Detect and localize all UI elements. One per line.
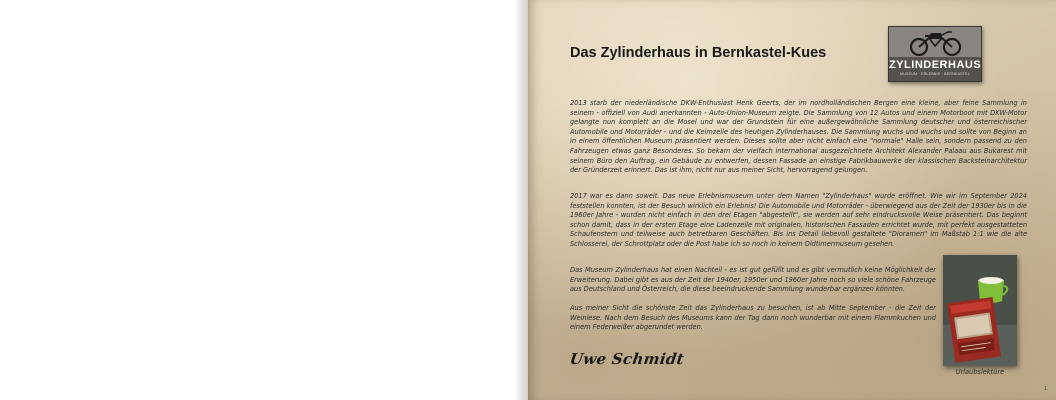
vacation-reading-photo	[943, 255, 1017, 366]
document-page	[528, 0, 1056, 400]
blank-left-page	[0, 0, 522, 400]
photo-caption: Urlaubslektüre	[955, 368, 1005, 376]
paragraph-opening: 2017 war es dann soweit. Das neue Erlebnismuseum unter dem Namen "Zylinderhaus" wurde eröffnet. Wie wir im September 2024 feststellen konnten, ist der Besuch wirklich ein Erlebnis! Die Automobile und Motorräder - überwiegend aus der Zeit der 1930er bis in die 1960er Jahre - wurden nicht einfach in den drei Etagen "abgestellt", sie werden auf sehr eindrucksvolle Weise präsentiert. Das beginnt schon damit, dass in der ersten Etage eine Ladenzeile mit originalen, historischen Fassaden errichtet wurde, mit perfekt ausgestatteten Schaufenstern und teilweise auch betretbaren Geschäften. Bis ins Detail liebevoll gestaltete "Dioramen" im Maßstab 1:1 wie die alte Schlosserei, der Schrottplatz oder die Post habe ich so noch in keinem Oldtimermuseum gesehen.	[570, 192, 1027, 248]
logo-wordmark: ZYLINDERHAUS	[889, 59, 982, 71]
page-title: Das Zylinderhaus in Bernkastel-Kues	[570, 45, 827, 61]
logo-subline: MUSEUM · ERLEBNIS · BERNKASTEL	[900, 72, 970, 76]
paragraph-best-time: Aus meiner Sicht die schönste Zeit das Zylinderhaus zu besuchen, ist ab Mitte September - die Zeit der Weinlese. Nach dem Besuch des Museums kann der Tag dann noch wunderbar mit einem Flammkuchen und einem Federweißer abgerundet werden.	[570, 304, 936, 332]
zylinderhaus-logo	[888, 26, 982, 82]
paragraph-history: 2013 starb der niederländische DKW-Enthusiast Henk Geerts, der im nordholländischen Bergen eine kleine, aber feine Sammlung in seinem - offiziell von Audi anerkannten - Auto-Union-Museum zeigte. Die Sammlung von 12 Autos und einem Motorboot mit DKW-Motor gelangte nun komplett an die Mosel und war der Grundstein für eine außergewöhnliche Sammlung deutscher und österreichischer Automobile und Motorräder - und die Keimzelle des heutigen Zylinderhauses. Die Sammlung wuchs und wuchs und sollte von Beginn an in einem öffentlichen Museum präsentiert werden. Dieses sollte aber nicht einfach eine "normale" Halle sein, sondern passend zu den Fahrzeugen etwas ganz Besonderes. So bekam der vielfach international ausgezeichnete Architekt Alexander Palaau aus Bukarest mit seinem Büro den Auftrag, ein Gebäude zu entwerfen, dessen Fassade an einstige Fabrikbauwerke der klassischen Backsteinarchitektur der Gründerzeit erinnert. Das ist ihm, nicht nur aus meiner Sicht, hervorragend gelungen.	[570, 99, 1027, 175]
book-and-cup-photo	[943, 255, 1017, 366]
page-number: 1	[1044, 386, 1047, 392]
paragraph-drawback: Das Museum Zylinderhaus hat einen Nachteil - es ist gut gefüllt und es gibt vermutlich keine Möglichkeit der Erweiterung. Dabei gibt es aus der Zeit der 1940er, 1950er und 1960er Jahre noch so viele schöne Fahrzeuge aus Deutschland und Österreich, die diese beeindruckende Sammlung wunderbar ergänzen könnten.	[570, 266, 936, 294]
author-signature: Uwe Schmidt	[568, 350, 686, 368]
page-spine-shadow	[514, 0, 528, 400]
